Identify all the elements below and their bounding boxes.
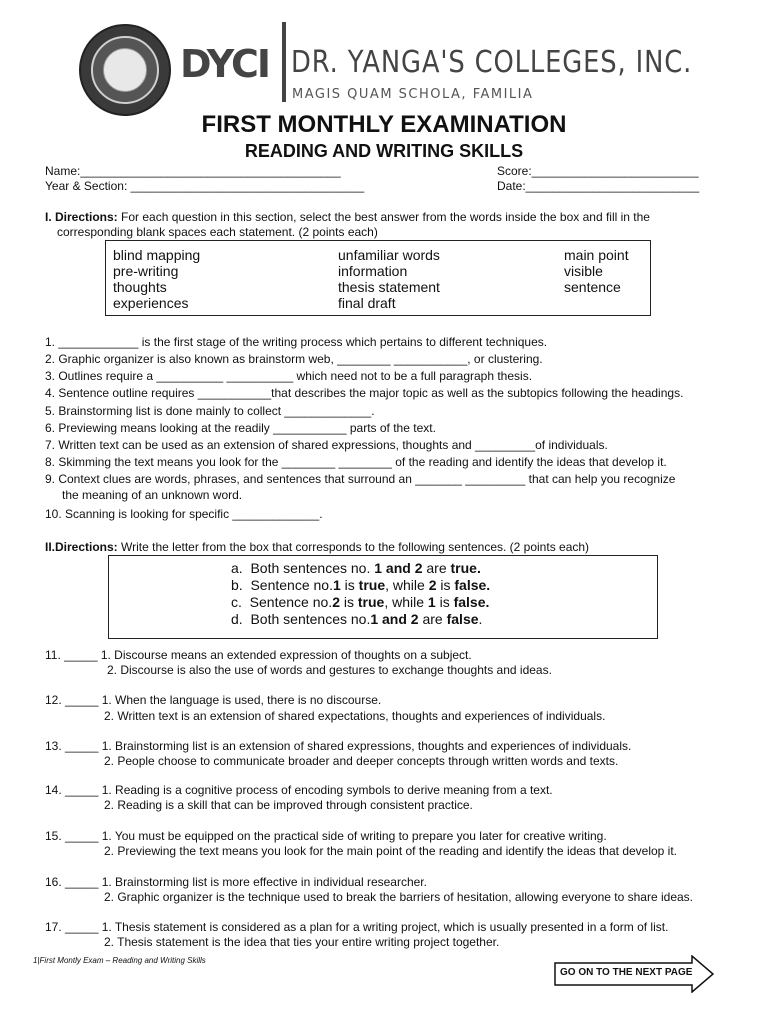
question-15-s2: 2. Previewing the text means you look for the main point of the reading and identify the ideas that develop it. bbox=[104, 844, 678, 858]
question-13[interactable]: 13. _____ 1. Brainstorming list is an extension of shared expressions, thoughts and experiences of individuals. bbox=[45, 739, 632, 753]
option-b bbox=[231, 577, 490, 593]
question-16-s2: 2. Graphic organizer is the technique used to break the barriers of hesitation, allowing everyone to share ideas. bbox=[104, 890, 694, 904]
question-15[interactable]: 15. _____ 1. You must be equipped on the practical side of writing to prepare you later for creative writing. bbox=[45, 829, 607, 843]
option-c bbox=[231, 594, 489, 610]
option-bold: 1 and 2 bbox=[374, 560, 423, 576]
exam-title: FIRST MONTHLY EXAMINATION bbox=[201, 111, 567, 138]
option-text: is bbox=[436, 577, 455, 593]
exam-subtitle: READING AND WRITING SKILLS bbox=[244, 141, 524, 161]
question-4[interactable]: 4. Sentence outline requires ___________that describes the major topic as well as the subtopics following the headings. bbox=[45, 386, 684, 400]
word-bank-item: blind mapping bbox=[113, 247, 201, 263]
answer-options-box bbox=[108, 555, 658, 639]
question-11-s2: 2. Discourse is also the use of words and gestures to exchange thoughts and ideas. bbox=[107, 663, 552, 677]
question-12-s2: 2. Written text is an extension of shared expectations, thoughts and experiences of individuals. bbox=[104, 709, 606, 723]
part1-directions bbox=[45, 210, 650, 224]
option-bold: 2 bbox=[332, 594, 340, 610]
college-motto: MAGIS QUAM SCHOLA, FAMILIA bbox=[292, 87, 534, 102]
question-2[interactable]: 2. Graphic organizer is also known as brainstorm web, ________ ___________, or clustering. bbox=[45, 352, 543, 366]
word-bank-item: sentence bbox=[564, 279, 621, 295]
part1-label: I. Directions: bbox=[45, 210, 118, 224]
option-bold: true. bbox=[450, 560, 481, 576]
score-field[interactable]: Score:_________________________ bbox=[497, 164, 699, 178]
option-text: are bbox=[422, 560, 451, 576]
question-11[interactable]: 11. _____ 1. Discourse means an extended expression of thoughts on a subject. bbox=[45, 648, 472, 662]
option-a bbox=[231, 560, 481, 576]
option-bold: true bbox=[357, 594, 385, 610]
option-text: , while bbox=[385, 577, 429, 593]
option-text: Both sentences no. bbox=[250, 611, 371, 627]
option-text: , while bbox=[384, 594, 428, 610]
word-bank-item: thoughts bbox=[113, 279, 167, 295]
part2-label: II.Directions: bbox=[45, 540, 118, 554]
option-text: is bbox=[435, 594, 454, 610]
question-9[interactable]: 9. Context clues are words, phrases, and sentences that surround an _______ _________ that can help you recognize bbox=[45, 472, 676, 486]
header-divider bbox=[282, 22, 286, 102]
option-bold: 1 bbox=[332, 577, 341, 593]
date-field[interactable]: Date:__________________________ bbox=[497, 179, 700, 193]
option-bold: false bbox=[446, 611, 479, 627]
option-text: Both sentences no. bbox=[250, 560, 375, 576]
option-text: Sentence no. bbox=[250, 577, 333, 593]
option-bold: 1 bbox=[427, 594, 436, 610]
word-bank-item: pre-writing bbox=[113, 263, 179, 279]
question-17[interactable]: 17. _____ 1. Thesis statement is considered as a plan for a writing project, which is usually presented in a form of list. bbox=[45, 920, 669, 934]
word-bank-item: main point bbox=[564, 247, 629, 263]
college-seal bbox=[79, 24, 171, 116]
part2-directions bbox=[45, 540, 589, 554]
option-bold: true bbox=[358, 577, 386, 593]
option-text: is bbox=[340, 577, 359, 593]
question-13-s2: 2. People choose to communicate broader and deeper concepts through written words and texts. bbox=[104, 754, 619, 768]
next-page-label[interactable]: GO ON TO THE NEXT PAGE bbox=[560, 967, 693, 978]
year-section-field[interactable]: Year & Section: ___________________________________ bbox=[45, 179, 365, 193]
word-bank-box bbox=[105, 240, 651, 316]
option-letter: b. bbox=[231, 577, 243, 593]
part2-text: Write the letter from the box that corresponds to the following sentences. (2 points each) bbox=[117, 540, 590, 554]
word-bank-item: final draft bbox=[338, 295, 396, 311]
option-letter: c. bbox=[231, 594, 242, 610]
question-12[interactable]: 12. _____ 1. When the language is used, there is no discourse. bbox=[45, 693, 382, 707]
seal-emblem bbox=[103, 48, 147, 92]
question-3[interactable]: 3. Outlines require a __________ __________ which need not to be a full paragraph thesis. bbox=[45, 369, 533, 383]
question-10[interactable]: 10. Scanning is looking for specific _____________. bbox=[45, 507, 323, 521]
question-17-s2: 2. Thesis statement is the idea that ties your entire writing project together. bbox=[104, 935, 500, 949]
question-9-cont: the meaning of an unknown word. bbox=[62, 488, 243, 502]
option-text: is bbox=[339, 594, 358, 610]
part1-text: For each question in this section, select the best answer from the words inside the box and fill in the bbox=[117, 210, 650, 224]
college-name: DR. YANGA'S COLLEGES, INC. bbox=[291, 45, 693, 80]
question-14-s2: 2. Reading is a skill that can be improved through consistent practice. bbox=[104, 798, 473, 812]
question-1[interactable]: 1. ____________ is the first stage of the writing process which pertains to different techniques. bbox=[45, 335, 548, 349]
word-bank-item: thesis statement bbox=[338, 279, 440, 295]
question-14[interactable]: 14. _____ 1. Reading is a cognitive process of encoding symbols to derive meaning from a text. bbox=[45, 783, 553, 797]
option-bold: false. bbox=[453, 594, 490, 610]
word-bank-item: unfamiliar words bbox=[338, 247, 440, 263]
part1-directions-cont: corresponding blank spaces each statement. (2 points each) bbox=[57, 225, 378, 239]
option-text: . bbox=[478, 611, 483, 627]
question-5[interactable]: 5. Brainstorming list is done mainly to collect _____________. bbox=[45, 404, 375, 418]
name-field[interactable]: Name:_______________________________________ bbox=[45, 164, 341, 178]
word-bank-item: visible bbox=[564, 263, 603, 279]
question-6[interactable]: 6. Previewing means looking at the readily ___________ parts of the text. bbox=[45, 421, 436, 435]
option-text: are bbox=[418, 611, 447, 627]
option-d bbox=[231, 611, 482, 627]
option-bold: false. bbox=[454, 577, 491, 593]
page-footer: 1|First Montly Exam – Reading and Writing Skills bbox=[33, 956, 206, 965]
word-bank-item: information bbox=[338, 263, 408, 279]
question-16[interactable]: 16. _____ 1. Brainstorming list is more effective in individual researcher. bbox=[45, 875, 427, 889]
option-bold: 1 and 2 bbox=[370, 611, 419, 627]
option-bold: 2 bbox=[428, 577, 437, 593]
option-letter: d. bbox=[231, 611, 243, 627]
question-7[interactable]: 7. Written text can be used as an extension of shared expressions, thoughts and _________of individuals. bbox=[45, 438, 608, 452]
question-8[interactable]: 8. Skimming the text means you look for the ________ ________ of the reading and identify the ideas that develop it. bbox=[45, 455, 667, 469]
option-text: Sentence no. bbox=[249, 594, 333, 610]
word-bank-item: experiences bbox=[113, 295, 189, 311]
dyci-logo: DYCI bbox=[180, 42, 269, 86]
option-letter: a. bbox=[231, 560, 243, 576]
